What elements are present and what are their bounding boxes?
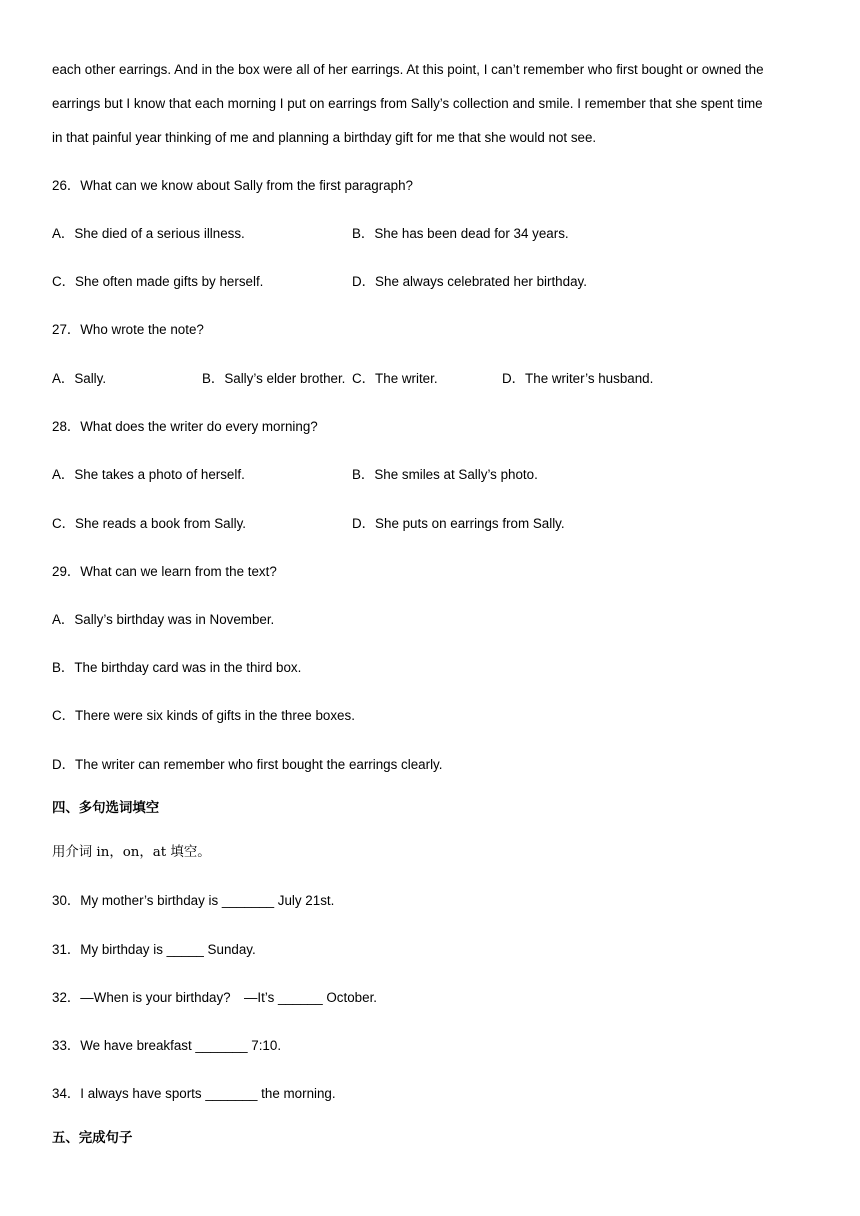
section-5-title: 五、完成句子 [52,1130,133,1145]
question-26-option-a: A．She died of a serious illness. [52,226,245,241]
question-28-option-d: D．She puts on earrings from Sally. [352,516,565,531]
question-27-option-b: B．Sally’s elder brother. [202,371,346,386]
question-27-stem: 27．Who wrote the note? [52,322,204,337]
fill-blank-item-30: 30．My mother’s birthday is _______ July 21st. [52,893,335,908]
fill-blank-item-31: 31．My birthday is _____ Sunday. [52,942,256,957]
question-26-option-c: C．She often made gifts by herself. [52,274,264,289]
question-29-option-a: A．Sally’s birthday was in November. [52,612,275,627]
passage-line-1: each other earrings. And in the box were all of her earrings. At this point, I can’t remember who first bought or owned the [52,62,764,77]
question-29-option-d: D．The writer can remember who first bought the earrings clearly. [52,757,443,772]
question-26-option-d: D．She always celebrated her birthday. [352,274,587,289]
question-27-option-d: D．The writer’s husband. [502,371,654,386]
fill-blank-item-34: 34．I always have sports _______ the morning. [52,1086,336,1101]
question-28-option-c: C．She reads a book from Sally. [52,516,246,531]
question-26-option-b: B．She has been dead for 34 years. [352,226,569,241]
question-28-stem: 28．What does the writer do every morning? [52,419,318,434]
question-28-option-a: A．She takes a photo of herself. [52,467,245,482]
fill-blank-item-33: 33．We have breakfast _______ 7:10. [52,1038,282,1053]
question-29-stem: 29．What can we learn from the text? [52,564,277,579]
passage-line-2: earrings but I know that each morning I put on earrings from Sally’s collection and smile. I remember that she spent time [52,96,763,111]
fill-blank-item-32: 32．—When is your birthday? —It’s ______ October. [52,990,378,1005]
question-29-option-b: B．The birthday card was in the third box. [52,660,302,675]
section-4-title: 四、多句选词填空 [52,800,160,815]
section-4-instruction: 用介词 in，on，at 填空。 [52,845,211,860]
question-26-stem: 26．What can we know about Sally from the first paragraph? [52,178,413,193]
passage-line-3: in that painful year thinking of me and planning a birthday gift for me that she would not see. [52,130,597,145]
question-27-option-a: A．Sally. [52,371,107,386]
question-27-option-c: C．The writer. [352,371,438,386]
question-29-option-c: C．There were six kinds of gifts in the three boxes. [52,708,355,723]
question-28-option-b: B．She smiles at Sally’s photo. [352,467,538,482]
